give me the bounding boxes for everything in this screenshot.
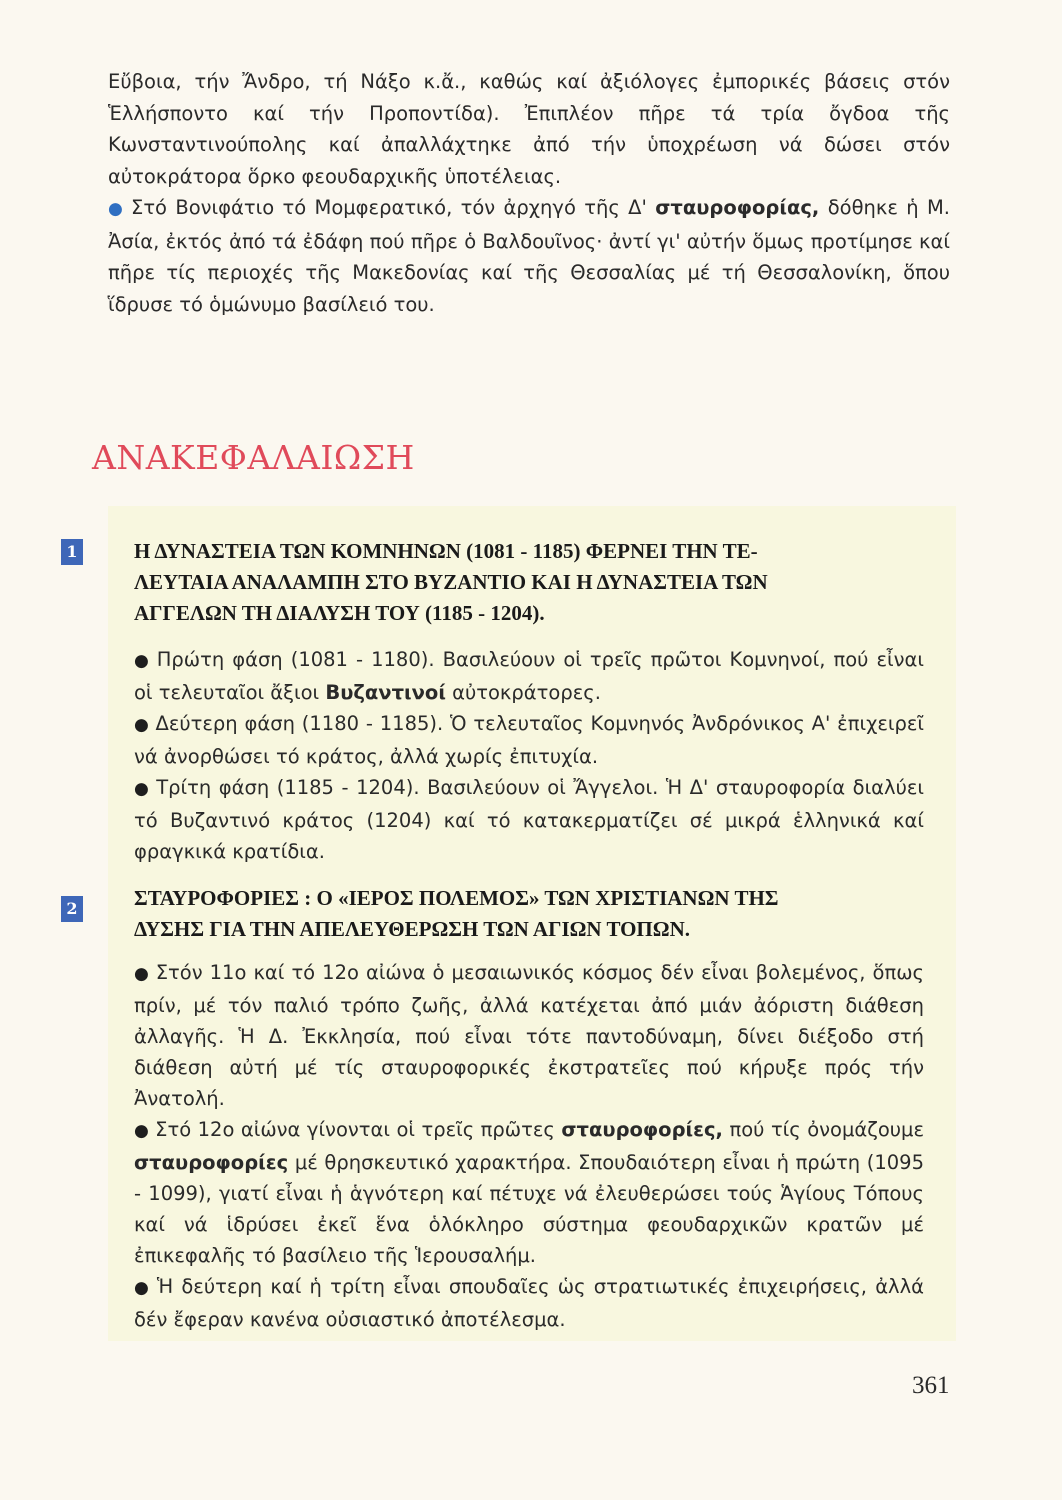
item-text: Στό 12ο αἰώνα γίνονται οἱ τρεῖς πρῶτες [155, 1118, 555, 1141]
section-heading-line: ΣΤΑΥΡΟΦΟΡΙΕΣ : Ο «ΙΕΡΟΣ ΠΟΛΕΜΟΣ» ΤΩΝ ΧΡΙΣΤΙΑΝΩΝ ΤΗΣ [134, 886, 779, 910]
intro-paragraph-2-end: δόθηκε ἡ Μ. Ἀσία, ἐκτός ἀπό τά ἐδάφη πού πῆρε ὁ Βαλδουῖνος· ἀντί γι' αὐτήν ὅμως προτίμησε καί πῆρε τίς περιοχές τῆς Μακεδονίας καί τῆς Θεσσαλίας μέ τή Θεσσαλονίκη, ὅπου ἵδρυσε τό ὁμώνυμο βασίλειό του. [108, 196, 950, 316]
section-number-badge: 1 [61, 539, 83, 565]
section-heading [134, 536, 924, 629]
bullet-icon: ● [134, 964, 150, 984]
section-heading-line: Η ΔΥΝΑΣΤΕΙΑ ΤΩΝ ΚΟΜΝΗΝΩΝ (1081 - 1185) ΦΕΡΝΕΙ ΤΗΝ ΤΕ- [134, 539, 758, 563]
bullet-icon: ● [134, 651, 151, 671]
intro-text [108, 66, 950, 320]
item-text: Πρώτη φάση (1081 - 1180). Βασιλεύουν οἱ τρεῖς πρῶτοι Κομνηνοί, πού εἶναι οἱ τελευταῖοι ἄξιοι [134, 648, 924, 704]
summary-section-2 [134, 883, 924, 1335]
item-term: Βυζαντινοί [325, 681, 446, 704]
section-heading [134, 883, 924, 945]
item-text: Δεύτερη φάση (1180 - 1185). Ὁ τελευταῖος Κομνηνός Ἀνδρόνικος Α' ἐπιχειρεῖ νά ἀνορθώσει τό κράτος, ἀλλά χωρίς ἐπιτυχία. [134, 712, 924, 768]
summary-section-1 [134, 536, 924, 867]
item-text: Στόν 11ο καί τό 12ο αἰώνα ὁ μεσαιωνικός κόσμος δέν εἶναι βολεμένος, ὅπως πρίν, μέ τόν παλιό τρόπο ζωῆς, ἀλλά κατέχεται ἀπό μιάν ἀόριστη διάθεση ἀλλαγῆς. Ἡ Δ. Ἐκκλησία, πού εἶναι τότε παντοδύναμη, δίνει διέξοδο στή διάθεση αὐτή μέ τίς σταυροφορικές ἐκστρατεῖες πού κήρυξε πρός τήν Ἀνατολή. [134, 961, 924, 1110]
bullet-icon: ● [134, 1121, 150, 1141]
item-text-end: αὐτοκράτορες. [452, 681, 601, 704]
bullet-icon: ● [134, 715, 150, 735]
summary-item [134, 708, 924, 772]
item-term: σταυροφορίες [134, 1151, 289, 1174]
intro-paragraph-2 [108, 192, 950, 320]
item-text: Τρίτη φάση (1185 - 1204). Βασιλεύουν οἱ Ἄγγελοι. Ἡ Δ' σταυροφορία διαλύει τό Βυζαντινό κράτος (1204) καί τό κατακερματίζει σέ μικρά ἑλληνικά καί φραγκικά κρατίδια. [134, 776, 924, 863]
bullet-icon: ● [134, 779, 151, 799]
summary-item [134, 1271, 924, 1335]
section-heading-line: ΔΥΣΗΣ ΓΙΑ ΤΗΝ ΑΠΕΛΕΥΘΕΡΩΣΗ ΤΩΝ ΑΓΙΩΝ ΤΟΠΩΝ. [134, 917, 690, 941]
bullet-icon: ● [108, 199, 125, 219]
section-heading-line: ΛΕΥΤΑΙΑ ΑΝΑΛΑΜΠΗ ΣΤΟ ΒΥΖΑΝΤΙΟ ΚΑΙ Η ΔΥΝΑΣΤΕΙΑ ΤΩΝ [134, 570, 768, 594]
page-number: 361 [912, 1372, 950, 1399]
intro-term-crusade: σταυροφορίας, [655, 196, 820, 219]
intro-paragraph-1: Εὔβοια, τήν Ἄνδρο, τή Νάξο κ.ἄ., καθώς καί ἀξιόλογες ἐμπορικές βάσεις στόν Ἑλλήσποντο καί τήν Προποντίδα). Ἐπιπλέον πῆρε τά τρία ὄγδοα τῆς Κωνσταντινούπολης καί ἀπαλλάχτηκε ἀπό τήν ὑποχρέωση νά δώσει στόν αὐτοκράτορα ὅρκο φεουδαρχικῆς ὑποτέλειας. [108, 70, 950, 188]
summary-item [134, 644, 924, 708]
item-term: σταυροφορίες, [561, 1118, 723, 1141]
summary-item [134, 772, 924, 867]
section-number-badge: 2 [61, 896, 83, 922]
section-heading-line: ΑΓΓΕΛΩΝ ΤΗ ΔΙΑΛΥΣΗ ΤΟΥ (1185 - 1204). [134, 601, 545, 625]
item-text: Ἡ δεύτερη καί ἡ τρίτη εἶναι σπουδαῖες ὡς στρατιωτικές ἐπιχειρήσεις, ἀλλά δέν ἔφεραν κανένα οὐσιαστικό ἀποτέλεσμα. [134, 1275, 924, 1331]
summary-item [134, 957, 924, 1114]
intro-paragraph-2-start: Στό Βονιφάτιο τό Μομφερατικό, τόν ἀρχηγό τῆς Δ' [131, 196, 647, 219]
bullet-icon: ● [134, 1278, 151, 1298]
summary-item [134, 1114, 924, 1271]
item-text-end: μέ θρησκευτικό χαρακτήρα. Σπουδαιότερη εἶναι ἡ πρώτη (1095 - 1099), γιατί εἶναι ἡ ἁγνότερη καί πέτυχε νά ἐλευθερώσει τούς Ἁγίους Τόπους καί νά ἱδρύσει ἐκεῖ ἕνα ὁλόκληρο σύστημα φεουδαρχικῶν κρατῶν μέ ἐπικεφαλῆς τό βασίλειο τῆς Ἱερουσαλήμ. [134, 1151, 924, 1267]
summary-title: ΑΝΑΚΕΦΑΛΑΙΩΣΗ [92, 438, 415, 477]
item-text-end: πού τίς ὀνομάζουμε [729, 1118, 925, 1141]
